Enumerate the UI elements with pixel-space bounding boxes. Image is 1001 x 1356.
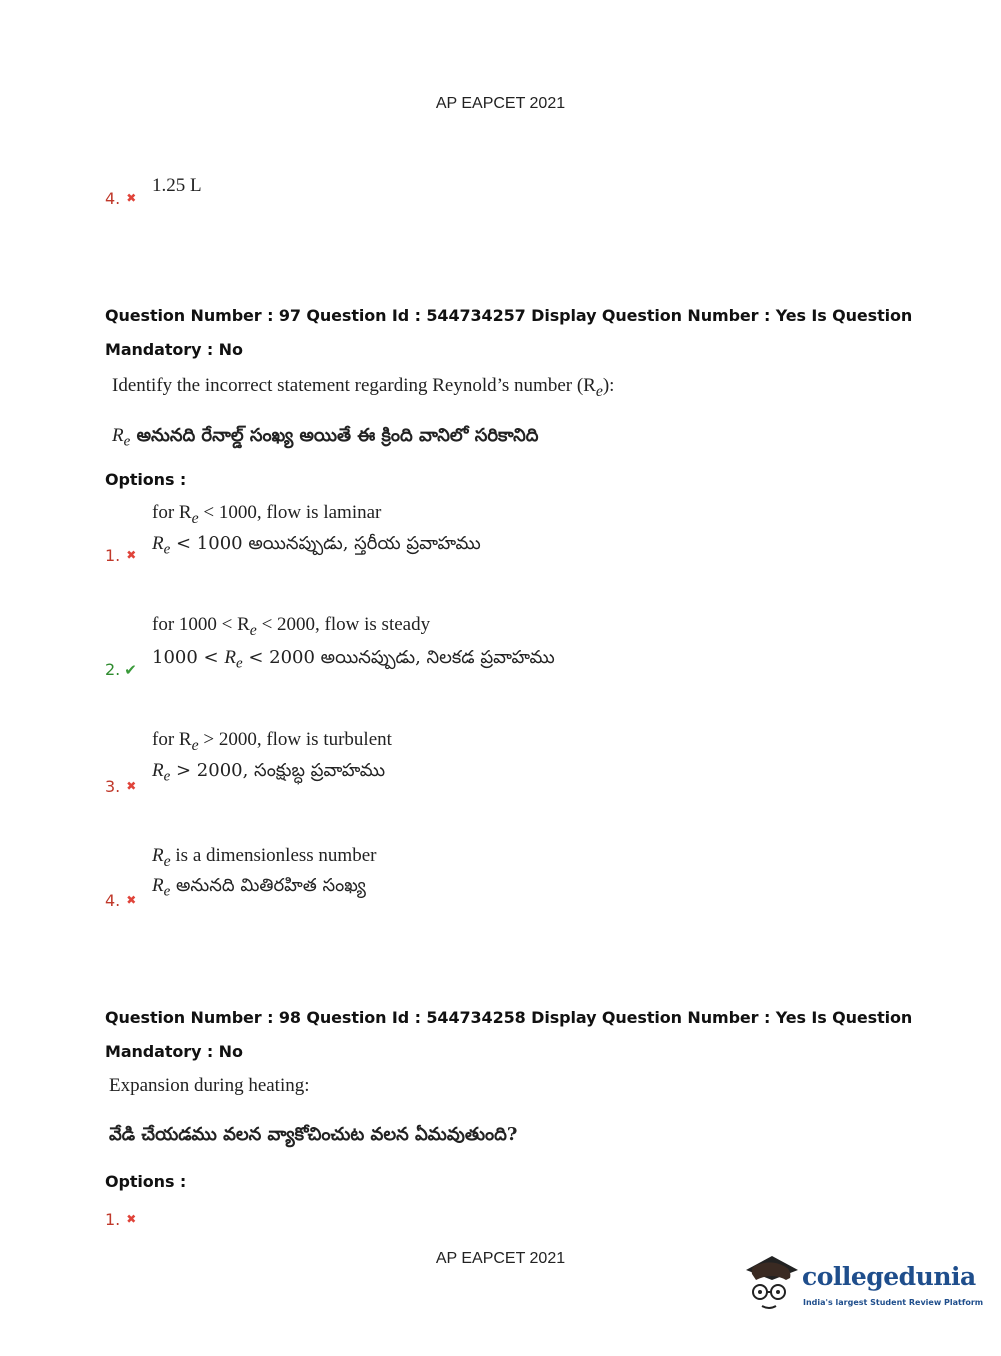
cross-icon: ✖	[126, 893, 137, 907]
logo-name: collegedunia	[802, 1262, 976, 1291]
q97-option3-te	[152, 760, 385, 786]
option-number: 4.	[105, 891, 121, 910]
subscript-e: e	[163, 768, 171, 785]
option-number: 2.	[105, 660, 121, 679]
option-text: > 2000, flow is turbulent	[198, 729, 392, 750]
prev-option-text: 1.25 L	[152, 175, 202, 196]
cross-icon: ✖	[126, 548, 137, 562]
collegedunia-mascot-icon	[742, 1250, 802, 1316]
q97-option1-en	[152, 502, 381, 528]
q98-meta-line1: Question Number : 98 Question Id : 544734258 Display Question Number : Yes Is Question	[105, 1008, 913, 1027]
option-text: for R	[152, 729, 192, 750]
q97-option2-te	[152, 647, 555, 673]
option-text: is a dimensionless number	[170, 845, 377, 866]
subscript-e: e	[191, 509, 199, 527]
option-text: 1000 <	[152, 647, 225, 668]
symbol-r: R	[112, 425, 124, 446]
q98-meta-line2: Mandatory : No	[105, 1042, 243, 1061]
option-text: for 1000 < R	[152, 614, 250, 635]
q97-text-en	[112, 375, 614, 401]
q97-option1-te	[152, 533, 481, 559]
option-number: 1.	[105, 1210, 121, 1229]
q97-option2-number	[105, 660, 137, 679]
option-number: 4.	[105, 189, 121, 208]
cross-icon: ✖	[126, 779, 137, 793]
q97-option4-te	[152, 875, 366, 901]
subscript-e: e	[191, 736, 199, 754]
option-text: > 2000, సంక్షుబ్ధ ప్రవాహము	[170, 760, 386, 781]
option-text: < 1000, flow is laminar	[198, 502, 382, 523]
cross-icon: ✖	[126, 191, 137, 205]
subscript-e: e	[249, 621, 257, 639]
symbol-r: R	[152, 533, 164, 554]
option-number: 3.	[105, 777, 121, 796]
option-text: < 2000 అయినప్పుడు, నిలకడ ప్రవాహము	[242, 647, 555, 668]
page-footer: AP EAPCET 2021	[435, 1250, 566, 1267]
q97-option4-number	[105, 891, 136, 910]
q97-text-te	[112, 425, 538, 451]
q97-text-en-main: Identify the incorrect statement regarding Reynold’s number (R	[112, 375, 596, 396]
option-text: అనునది మితిరహిత సంఖ్య	[170, 875, 366, 896]
logo-tagline: India's largest Student Review Platform	[803, 1298, 984, 1307]
q97-text-te-main: అనునది రేనాల్డ్ సంఖ్య అయితే ఈ క్రింది వానిలో సరికానిది	[136, 425, 539, 446]
q97-option2-en	[152, 614, 430, 640]
subscript-e: e	[123, 433, 131, 450]
symbol-r: R	[152, 760, 164, 781]
q97-meta-line2: Mandatory : No	[105, 340, 243, 359]
q97-meta-line1: Question Number : 97 Question Id : 544734257 Display Question Number : Yes Is Question	[105, 306, 913, 325]
subscript-e: e	[163, 852, 171, 870]
subscript-e: e	[163, 883, 171, 900]
subscript-e: e	[163, 541, 171, 558]
q97-option3-en	[152, 729, 392, 755]
cross-icon: ✖	[126, 1212, 137, 1226]
subscript-e: e	[235, 655, 243, 672]
symbol-r: R	[152, 875, 164, 896]
subscript-e: e	[595, 382, 603, 400]
q97-options-label: Options :	[105, 470, 187, 489]
check-icon: ✔	[124, 661, 137, 679]
symbol-r: R	[224, 647, 236, 668]
q98-text-te: వేడి చేయడము వలన వ్యాకోచించుట వలన ఏమవుతుంది?	[109, 1124, 518, 1145]
symbol-r: R	[152, 845, 164, 866]
prev-option-number	[105, 189, 136, 208]
q97-option4-en	[152, 845, 376, 871]
q97-text-en-end: ):	[602, 375, 615, 396]
q98-option1-number	[105, 1210, 136, 1229]
q97-option1-number	[105, 546, 136, 565]
q98-text-en: Expansion during heating:	[109, 1075, 310, 1096]
q97-option3-number	[105, 777, 136, 796]
option-text: for R	[152, 502, 192, 523]
page-header: AP EAPCET 2021	[435, 95, 566, 112]
option-text: < 1000 అయినప్పుడు, స్తరీయ ప్రవాహము	[170, 533, 481, 554]
q98-options-label: Options :	[105, 1172, 187, 1191]
option-text: < 2000, flow is steady	[256, 614, 431, 635]
option-number: 1.	[105, 546, 121, 565]
